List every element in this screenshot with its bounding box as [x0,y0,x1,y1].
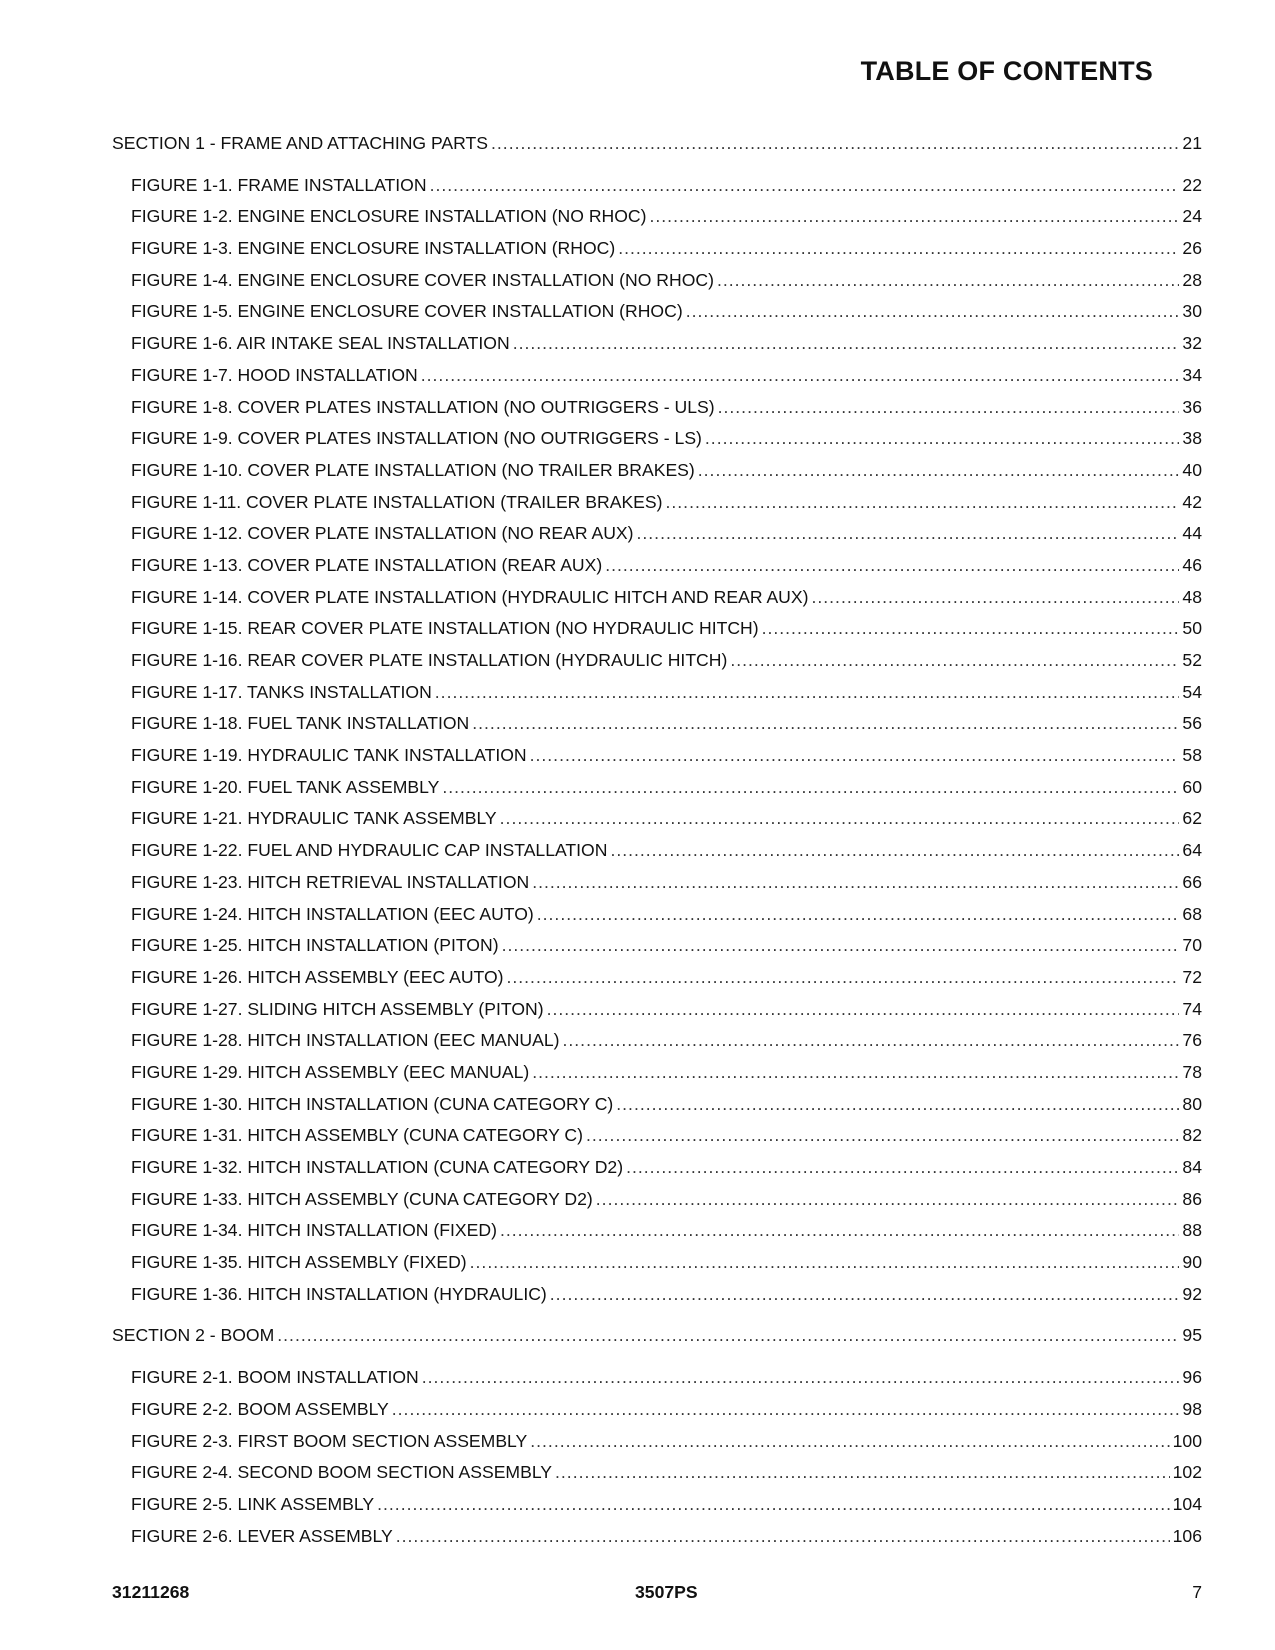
dot-leader [500,803,1180,835]
dot-leader [491,128,1179,160]
toc-entry-page: 98 [1182,1398,1202,1419]
toc-entry-page: 36 [1182,396,1202,417]
toc-entry-page: 34 [1182,364,1202,385]
toc-entry-label: FIGURE 1-15. REAR COVER PLATE INSTALLATION (NO HYDRAULIC HITCH) [131,618,759,639]
toc-figure-entry[interactable] [112,994,1202,1026]
toc-entry-page: 50 [1182,618,1202,639]
dot-leader [392,1394,1180,1426]
toc-entry-page: 82 [1182,1125,1202,1146]
toc-entry-page: 80 [1182,1093,1202,1114]
toc-entry-label: SECTION 1 - FRAME AND ATTACHING PARTS [112,133,489,153]
toc-entry-page: 76 [1182,1030,1202,1051]
toc-figure-entry[interactable] [112,550,1202,582]
toc-entry-label: FIGURE 1-24. HITCH INSTALLATION (EEC AUTO) [131,903,534,924]
dot-leader [550,1279,1180,1311]
dot-leader [532,867,1179,899]
toc-figure-entry[interactable] [112,582,1202,614]
dot-leader [610,835,1179,867]
dot-leader [705,423,1180,455]
toc-entry-label: FIGURE 1-31. HITCH ASSEMBLY (CUNA CATEGORY C) [131,1125,583,1146]
toc-entry-page: 95 [1182,1325,1202,1346]
toc-figure-entry[interactable] [112,1394,1202,1426]
toc-entry-label: FIGURE 1-30. HITCH INSTALLATION (CUNA CATEGORY C) [131,1093,614,1114]
toc-entry-page: 60 [1182,776,1202,797]
toc-entry-label: FIGURE 1-16. REAR COVER PLATE INSTALLATION (HYDRAULIC HITCH) [131,650,728,670]
dot-leader [422,1362,1180,1394]
dot-leader [502,930,1180,962]
toc-entry-page: 96 [1182,1367,1202,1388]
toc-entry-label: FIGURE 1-22. FUEL AND HYDRAULIC CAP INSTALLATION [131,840,608,861]
toc-figure-entry[interactable] [112,423,1202,455]
toc-figure-entry[interactable] [112,1426,1202,1458]
toc-figure-entry[interactable] [112,677,1202,709]
toc-entry-label: FIGURE 1-29. HITCH ASSEMBLY (EEC MANUAL) [131,1061,530,1082]
footer-doc-number: 31211268 [112,1582,190,1602]
dot-leader [513,328,1180,360]
toc-figure-entry[interactable] [112,1057,1202,1089]
dot-leader [547,994,1180,1026]
toc-figure-entry[interactable] [112,930,1202,962]
dot-leader [626,1152,1179,1184]
toc-entry-label: FIGURE 2-3. FIRST BOOM SECTION ASSEMBLY [131,1430,528,1451]
dot-leader [377,1489,1170,1521]
dot-leader [718,392,1180,424]
toc-entry-page: 104 [1172,1493,1202,1514]
toc-entry-page: 56 [1182,713,1202,734]
toc-figure-entry[interactable] [112,772,1202,804]
toc-entry-label: FIGURE 1-13. COVER PLATE INSTALLATION (REAR AUX) [131,554,603,575]
dot-leader [605,550,1179,582]
dot-leader [507,962,1180,994]
dot-leader [618,233,1179,265]
dot-leader [666,487,1180,519]
toc-entry-label: FIGURE 1-3. ENGINE ENCLOSURE INSTALLATION (RHOC) [131,238,616,259]
toc-entry-page: 54 [1182,681,1202,702]
toc-figure-entry[interactable] [112,201,1202,233]
dot-leader [277,1320,1179,1352]
dot-leader [616,1089,1179,1121]
dot-leader [563,1025,1180,1057]
dot-leader [686,296,1180,328]
toc-entry-label: FIGURE 1-18. FUEL TANK INSTALLATION [131,713,470,734]
toc-figure-entry[interactable] [112,645,1202,677]
toc-entry-page: 24 [1182,206,1202,227]
toc-entry-label: FIGURE 1-17. TANKS INSTALLATION [131,681,432,702]
toc-figure-entry[interactable] [112,360,1202,392]
dot-leader [698,455,1180,487]
toc-figure-entry[interactable] [112,1279,1202,1311]
toc-entry-page: 88 [1182,1220,1202,1241]
toc-entry-label: FIGURE 1-28. HITCH INSTALLATION (EEC MANUAL) [131,1030,560,1051]
dot-leader [500,1215,1179,1247]
toc-entry-label: FIGURE 1-7. HOOD INSTALLATION [131,364,418,385]
toc-figure-entry[interactable] [112,740,1202,772]
dot-leader [596,1184,1180,1216]
toc-entry-page: 62 [1182,808,1202,829]
toc-figure-entry[interactable] [112,1120,1202,1152]
table-of-contents [112,128,1202,1552]
toc-entry-label: FIGURE 1-14. COVER PLATE INSTALLATION (HYDRAULIC HITCH AND REAR AUX) [131,586,809,607]
dot-leader [470,1247,1180,1279]
toc-entry-page: 102 [1172,1462,1202,1483]
toc-figure-entry[interactable] [112,1152,1202,1184]
dot-leader [530,1426,1169,1458]
toc-figure-entry[interactable] [112,899,1202,931]
dot-leader [812,582,1180,614]
toc-entry-label: SECTION 2 - BOOM [112,1325,275,1346]
toc-entry-label: FIGURE 1-32. HITCH INSTALLATION (CUNA CATEGORY D2) [131,1157,624,1177]
toc-figure-entry[interactable] [112,1184,1202,1216]
dot-leader [530,740,1180,772]
dot-leader [637,518,1180,550]
dot-leader [717,265,1179,297]
toc-entry-page: 70 [1182,935,1202,956]
page-title: TABLE OF CONTENTS [860,56,1153,86]
toc-entry-page: 26 [1182,238,1202,259]
toc-entry-page: 44 [1182,523,1202,544]
toc-entry-page: 48 [1182,586,1202,607]
toc-figure-entry[interactable] [112,1457,1202,1489]
toc-entry-label: FIGURE 2-1. BOOM INSTALLATION [131,1367,419,1388]
toc-entry-page: 74 [1182,998,1202,1019]
toc-figure-entry[interactable] [112,487,1202,519]
toc-figure-entry[interactable] [112,328,1202,360]
toc-entry-label: FIGURE 1-33. HITCH ASSEMBLY (CUNA CATEGORY D2) [131,1188,593,1209]
toc-figure-entry[interactable] [112,392,1202,424]
toc-entry-label: FIGURE 1-35. HITCH ASSEMBLY (FIXED) [131,1252,467,1273]
toc-figure-entry[interactable] [112,518,1202,550]
toc-figure-entry[interactable] [112,1025,1202,1057]
toc-entry-page: 92 [1182,1283,1202,1304]
toc-entry-label: FIGURE 2-4. SECOND BOOM SECTION ASSEMBLY [131,1462,553,1483]
page-footer [112,1582,1202,1606]
toc-entry-page: 28 [1182,269,1202,290]
toc-entry-page: 66 [1182,871,1202,892]
toc-entry-label: FIGURE 1-19. HYDRAULIC TANK INSTALLATION [131,745,527,766]
toc-figure-entry[interactable] [112,613,1202,645]
toc-figure-entry[interactable] [112,708,1202,740]
toc-figure-entry[interactable] [112,455,1202,487]
toc-entry-page: 52 [1182,650,1202,670]
dot-leader [396,1521,1170,1553]
toc-figure-entry[interactable] [112,803,1202,835]
toc-entry-label: FIGURE 1-25. HITCH INSTALLATION (PITON) [131,935,499,956]
toc-entry-page: 22 [1182,174,1202,195]
toc-figure-entry[interactable] [112,233,1202,265]
toc-figure-entry[interactable] [112,1215,1202,1247]
dot-leader [435,677,1180,709]
toc-entry-label: FIGURE 1-9. COVER PLATES INSTALLATION (NO OUTRIGGERS - LS) [131,428,702,449]
toc-figure-entry[interactable] [112,1089,1202,1121]
toc-figure-entry[interactable] [112,265,1202,297]
toc-entry-page: 106 [1172,1525,1202,1546]
toc-section-entry[interactable] [112,128,1202,160]
footer-page-number: 7 [1192,1582,1202,1602]
toc-entry-page: 58 [1182,745,1202,766]
dot-leader [555,1457,1170,1489]
dot-leader [472,708,1179,740]
toc-figure-entry[interactable] [112,1362,1202,1394]
toc-figure-entry[interactable] [112,835,1202,867]
dot-leader [430,170,1180,202]
toc-entry-label: FIGURE 1-27. SLIDING HITCH ASSEMBLY (PITON) [131,998,544,1019]
toc-entry-page: 78 [1182,1061,1202,1082]
toc-entry-label: FIGURE 1-34. HITCH INSTALLATION (FIXED) [131,1220,497,1241]
toc-figure-entry[interactable] [112,170,1202,202]
toc-entry-label: FIGURE 1-1. FRAME INSTALLATION [131,174,427,195]
toc-section-entry[interactable] [112,1320,1202,1352]
toc-entry-label: FIGURE 1-21. HYDRAULIC TANK ASSEMBLY [131,808,497,829]
dot-leader [762,613,1180,645]
toc-entry-page: 100 [1172,1430,1202,1451]
toc-entry-label: FIGURE 2-5. LINK ASSEMBLY [131,1493,375,1514]
toc-entry-page: 30 [1182,301,1202,322]
toc-entry-page: 86 [1182,1188,1202,1209]
toc-figure-entry[interactable] [112,962,1202,994]
toc-entry-page: 84 [1182,1157,1202,1177]
toc-entry-label: FIGURE 1-11. COVER PLATE INSTALLATION (TRAILER BRAKES) [131,491,663,512]
dot-leader [730,645,1179,677]
dot-leader [650,201,1180,233]
toc-entry-label: FIGURE 1-6. AIR INTAKE SEAL INSTALLATION [131,333,510,354]
toc-entry-page: 72 [1182,966,1202,987]
toc-figure-entry[interactable] [112,1247,1202,1279]
toc-entry-label: FIGURE 1-2. ENGINE ENCLOSURE INSTALLATION (NO RHOC) [131,206,647,227]
dot-leader [421,360,1180,392]
toc-entry-label: FIGURE 1-12. COVER PLATE INSTALLATION (NO REAR AUX) [131,523,634,544]
toc-figure-entry[interactable] [112,867,1202,899]
dot-leader [442,772,1179,804]
toc-figure-entry[interactable] [112,1521,1202,1553]
toc-entry-page: 21 [1182,133,1202,153]
dot-leader [586,1120,1179,1152]
toc-entry-page: 64 [1182,840,1202,861]
dot-leader [537,899,1180,931]
toc-entry-page: 68 [1182,903,1202,924]
toc-entry-label: FIGURE 1-5. ENGINE ENCLOSURE COVER INSTALLATION (RHOC) [131,301,683,322]
toc-entry-page: 40 [1182,459,1202,480]
toc-entry-page: 90 [1182,1252,1202,1273]
toc-entry-label: FIGURE 1-23. HITCH RETRIEVAL INSTALLATION [131,871,530,892]
toc-entry-label: FIGURE 1-20. FUEL TANK ASSEMBLY [131,776,440,797]
toc-entry-label: FIGURE 1-36. HITCH INSTALLATION (HYDRAULIC) [131,1283,547,1304]
toc-figure-entry[interactable] [112,296,1202,328]
toc-entry-page: 46 [1182,554,1202,575]
footer-model: 3507PS [635,1582,698,1602]
toc-entry-page: 38 [1182,428,1202,449]
toc-entry-label: FIGURE 1-26. HITCH ASSEMBLY (EEC AUTO) [131,966,504,987]
toc-entry-page: 32 [1182,333,1202,354]
toc-entry-label: FIGURE 1-4. ENGINE ENCLOSURE COVER INSTALLATION (NO RHOC) [131,269,714,290]
toc-entry-label: FIGURE 1-8. COVER PLATES INSTALLATION (NO OUTRIGGERS - ULS) [131,396,715,417]
toc-entry-label: FIGURE 2-2. BOOM ASSEMBLY [131,1398,389,1419]
toc-entry-label: FIGURE 2-6. LEVER ASSEMBLY [131,1525,393,1546]
dot-leader [532,1057,1179,1089]
toc-entry-label: FIGURE 1-10. COVER PLATE INSTALLATION (NO TRAILER BRAKES) [131,459,695,480]
toc-figure-entry[interactable] [112,1489,1202,1521]
toc-entry-page: 42 [1182,491,1202,512]
